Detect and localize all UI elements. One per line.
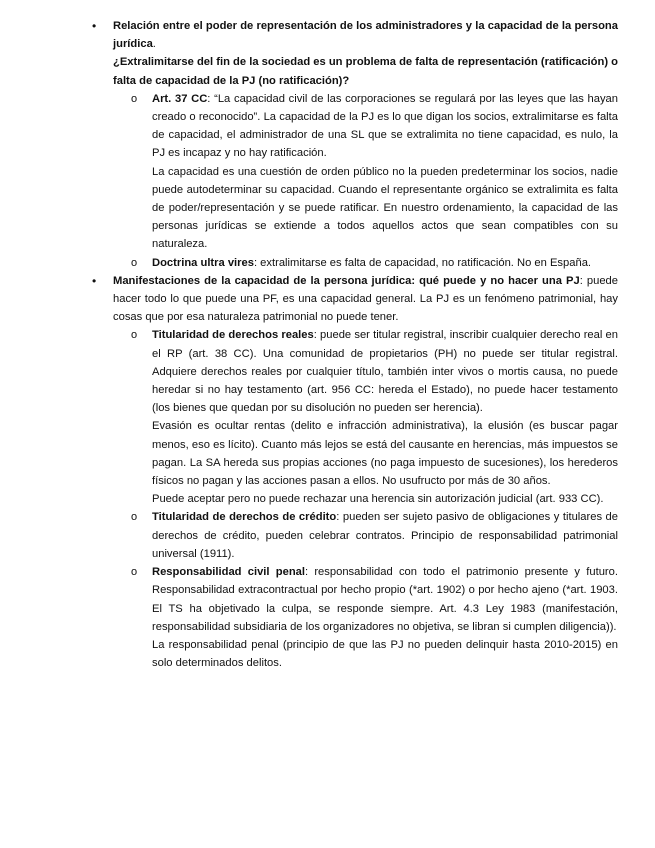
circle-bullet-icon: o (131, 566, 138, 579)
sub-bullet-item (0, 90, 655, 254)
sub-bullet-item (0, 326, 655, 508)
document-body (0, 17, 655, 672)
circle-bullet-icon: o (131, 92, 138, 105)
bullet-dot-icon: • (92, 19, 97, 33)
circle-bullet-icon: o (131, 256, 138, 269)
circle-bullet-icon: o (131, 511, 138, 524)
item-heading: Manifestaciones de la capacidad de la persona jurídica: qué puede y no hacer una PJ: puede hacer todo lo que puede una PF, es una capacidad general. La PJ es un fenómeno patrimonial, hay cosas que por esa naturaleza patrimonial no puede tener. (113, 274, 618, 324)
item-question: ¿Extralimitarse del fin de la sociedad es un problema de falta de representación (ratificación) o falta de capacidad de la PJ (no ratificación)? (113, 56, 618, 87)
bullet-item (0, 17, 655, 90)
sub-item-extra: La responsabilidad penal (principio de que las PJ no pueden delinquir hasta 2010-2015) en solo determinados delitos. (152, 638, 618, 670)
sub-bullet-item (0, 563, 655, 672)
item-heading: Relación entre el poder de representación de los administradores y la capacidad de la persona jurídica. (113, 20, 618, 51)
sub-item-text: Titularidad de derechos reales: puede ser titular registral, inscribir cualquier derecho real en el RP (art. 38 CC). Una comunidad de propietarios (PH) no puede ser titular registral. Adquiere derechos reales por cualquier título, también inter vivos o mortis causa, no puede heredar si no hay testamento (art. 956 CC: hereda el Estado), no puede hacer testamento (los bienes que quedan por su disolución no pueden ser herencia). (152, 329, 618, 415)
bullet-dot-icon: • (92, 273, 97, 288)
sub-item-text: Doctrina ultra vires: extralimitarse es falta de capacidad, no ratificación. No en España. (152, 256, 592, 269)
sub-item-extra: La capacidad es una cuestión de orden público no la pueden predeterminar los socios, nadie puede autodeterminar su capacidad. Cuando el representante orgánico se extralimita es falta de poder/representación y se puede ratificar. En nuestro ordenamiento, la capacidad de las personas jurídicas se extiende a todos aquellos actos que sean compatibles con su naturaleza. (152, 165, 618, 251)
sub-bullet-item (0, 254, 655, 272)
sub-bullet-item (0, 508, 655, 563)
sub-item-text: Responsabilidad civil penal: responsabilidad con todo el patrimonio presente y futuro. Responsabilidad extracontractual por hecho propio (*art. 1902) o por hecho ajeno (*art. 1903. El TS ha objetivado la culpa, se responde siempre. Art. 4.3 Ley 1983 (manifestación, responsabilidad subsidiaria de los organizadores no objetiva, se libran si cumplen diligencia)). (152, 566, 618, 633)
circle-bullet-icon: o (131, 329, 138, 342)
bullet-item (0, 272, 655, 327)
sub-item-text: Art. 37 CC: “La capacidad civil de las corporaciones se regulará por las leyes que las hayan creado o reconocido”. La capacidad de la PJ es lo que digan los socios, extralimitarse es falta de capacidad, el administrador de una SL que se extralimita no tiene capacidad, es nulo, la PJ es incapaz y no hay ratificación. (152, 92, 618, 160)
sub-item-extra: Puede aceptar pero no puede rechazar una herencia sin autorización judicial (art. 933 CC). (152, 493, 604, 506)
sub-item-text: Titularidad de derechos de crédito: pueden ser sujeto pasivo de obligaciones y titulares de derechos de crédito, pueden celebrar contratos. Principio de responsabilidad patrimonial universal (1911). (152, 511, 619, 560)
sub-item-extra: Evasión es ocultar rentas (delito e infracción administrativa), la elusión (es buscar pagar menos, eso es lícito). Cuanto más lejos se está del causante en herencias, más impuestos se pagan. La SA hereda sus propias acciones (no paga impuesto de sucesiones), los herederos físicos no pagan y las acciones pasan a ellos. No usufructo por más de 30 años. (152, 420, 618, 488)
